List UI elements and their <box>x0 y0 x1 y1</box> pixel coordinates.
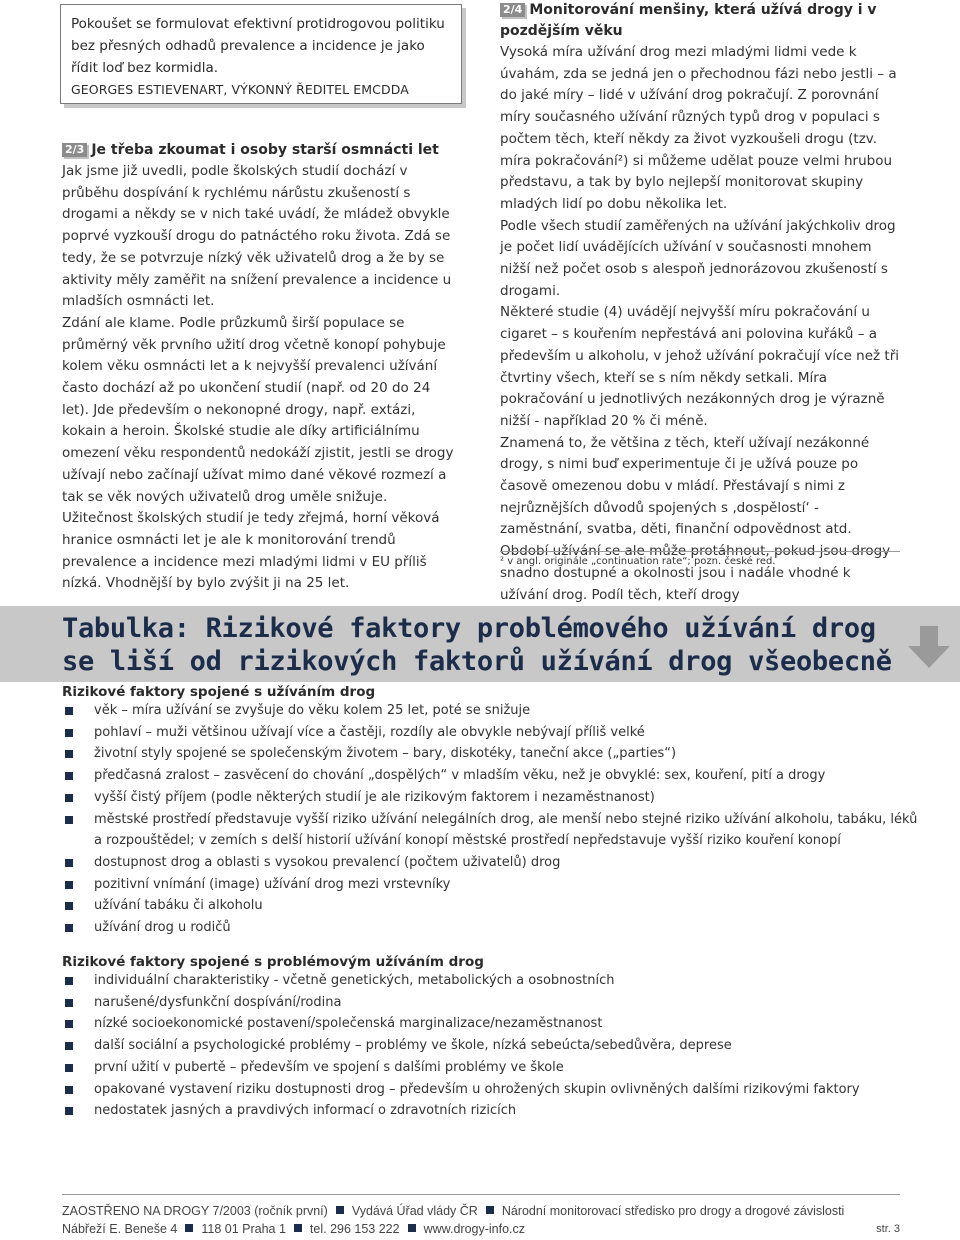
list-item: předčasná zralost – zasvěcení do chování „dospělých“ v mladším věku, než je obvyklé: sex, kouření, pití a drogy <box>62 765 922 787</box>
bullet-square-icon <box>65 902 73 910</box>
list-item: užívání drog u rodičů <box>62 917 922 939</box>
paragraph: Užitečnost školských studií je tedy zřejmá, horní věková hranice osmnácti let je ale k monitorování trendů prevalence a incidence mezi mladými lidmi v EU příliš nízká. Vhodnější by bylo zvýšit ji na 25 let. <box>62 510 440 592</box>
bullet-square-icon <box>65 1042 73 1050</box>
list-item: individuální charakteristiky - včetně genetických, metabolických a osobnostních <box>62 970 922 992</box>
list-item: užívání tabáku či alkoholu <box>62 895 922 917</box>
left-column <box>62 140 458 595</box>
list-item: narušené/dysfunkční dospívání/rodina <box>62 992 922 1014</box>
paragraph: Zdání ale klame. Podle průzkumů širší populace se průměrný věk prvního užití drog včetně konopí pohybuje kolem věku osmnácti let a k nejvyšší prevalenci užívání často dochází až po ukončení studií (např. od 20 do 24 let). Jde především o nekonopné drogy, např. extázi, kokain a heroin. Školské studie ale díky artificiálnímu omezení věku respondentů nedokáží zjistit, jestli se drogy užívají nebo začínají užívat mimo dané věkové rozmezí a tak se věk nových uživatelů drog uměle snižuje. <box>62 314 454 505</box>
risk-group-heading: Rizikové faktory spojené s problémovým užíváním drog <box>62 954 484 970</box>
paragraph: Vysoká míra užívání drog mezi mladými lidmi vede k úvahám, zda se jedná jen o přechodnou fázi nebo jestli – a do jaké míry – lidé v užívání drog pokračují. Z porovnání míry současného užívání různých typů drog v populaci s počtem těch, kteří někdy za život vyzkoušeli drogu (tzv. míra pokračování²) si můžeme udělat pouze velmi hrubou představu, a tak by bylo nejlepší monitorovat skupiny mladých lidí po dobu několika let. <box>500 44 897 212</box>
list-item: životní styly spojené se společenským životem – bary, diskotéky, taneční akce („parties“) <box>62 743 922 765</box>
separator-square-icon <box>408 1224 416 1232</box>
bullet-square-icon <box>65 794 73 802</box>
paragraph: Jak jsme již uvedli, podle školských studií dochází v průběhu dospívání k rychlému nárůstu zkušeností s drogami a někdy se v nich také uvádí, že mládež obvykle poprvé vyzkouší drogu do patnáctého roku života. Zdá se tedy, že se potvrzuje nízký věk uživatelů drog a že by se aktivity měly zaměřit na snížení prevalence a incidence u mladších osmnácti let. <box>62 163 452 310</box>
bullet-square-icon <box>65 729 73 737</box>
risk-group-heading: Rizikové faktory spojené s užíváním drog <box>62 684 376 700</box>
section-heading-2-4 <box>500 0 900 42</box>
quote-attribution: GEORGES ESTIEVENART, VÝKONNÝ ŘEDITEL EMCDDA <box>71 82 409 97</box>
bullet-square-icon <box>65 816 73 824</box>
list-item: městské prostředí představuje vyšší riziko užívání nelegálních drog, ale menší nebo stejné riziko užívání alkoholu, tabáku, léků a rozpouštědel; v zemích s delší historií užívání konopí městské prostředí nepředstavuje vyšší riziko kouření konopí <box>62 809 922 852</box>
risk-factors-problematic <box>62 954 922 1122</box>
footer-line-2: Nábřeží E. Beneše 4 118 01 Praha 1 tel. 296 153 222 www.drogy-info.cz <box>62 1222 526 1236</box>
section-heading-2-3 <box>62 140 458 161</box>
footnote-divider <box>500 551 900 552</box>
separator-square-icon <box>294 1224 302 1232</box>
down-arrow-icon <box>906 626 952 670</box>
right-column <box>500 0 900 606</box>
bullet-square-icon <box>65 1086 73 1094</box>
list-item: vyšší čistý příjem (podle některých studií je ale rizikovým faktorem i nezaměstnanost) <box>62 787 922 809</box>
separator-square-icon <box>486 1206 494 1214</box>
paragraph: Některé studie (4) uvádějí nejvyšší míru pokračování u cigaret – s kouřením nepřestává ani polovina kuřáků – a především u alkoholu, v jehož užívání pokračují více než tři čtvrtiny všech, kteří se s ním někdy setkali. Míra pokračování u jednotlivých nezákonných drog je výrazně nižší - například 20 % či méně. <box>500 304 900 429</box>
footnote: ² v angl. originále „continuation rate“; pozn. české red. <box>500 556 776 567</box>
section-title: Monitorování menšiny, která užívá drogy i v pozdějším věku <box>500 2 877 39</box>
list-item: věk – míra užívání se zvyšuje do věku kolem 25 let, poté se snižuje <box>62 700 922 722</box>
risk-factors-general <box>62 684 922 939</box>
risk-list <box>62 700 922 939</box>
footer-divider <box>62 1194 900 1195</box>
paragraph: Znamená to, že většina z těch, kteří užívají nezákonné drogy, s nimi buď experimentuje či je užívá pouze po časově omezenou dobu v mládí. Přestávají s nimi z nejrůznějších důvodů spojených s ‚dospělostí‘ - zaměstnání, svatba, děti, finanční odpovědnost atd. Období užívání se ale může protáhnout, pokud jsou drogy snadno dostupné a okolnosti jsou i nadále vhodné k užívání drog. Podíl těch, kteří drogy <box>500 434 891 603</box>
section-title: Je třeba zkoumat i osoby starší osmnácti let <box>91 142 439 158</box>
page-footer <box>62 1202 900 1238</box>
bullet-square-icon <box>65 772 73 780</box>
bullet-square-icon <box>65 924 73 932</box>
section-badge: 2/3 <box>62 143 87 157</box>
list-item: nedostatek jasných a pravdivých informací o zdravotních rizicích <box>62 1100 922 1122</box>
bullet-square-icon <box>65 999 73 1007</box>
list-item: pohlaví – muži většinou užívají více a častěji, rozdíly ale obvykle nebývají příliš velké <box>62 722 922 744</box>
bullet-square-icon <box>65 1064 73 1072</box>
list-item: nízké socioekonomické postavení/společenská marginalizace/nezaměstnanost <box>62 1013 922 1035</box>
list-item: pozitivní vnímání (image) užívání drog mezi vrstevníky <box>62 874 922 896</box>
website-link[interactable]: www.drogy-info.cz <box>423 1222 526 1236</box>
bullet-square-icon <box>65 881 73 889</box>
bullet-square-icon <box>65 859 73 867</box>
risk-list <box>62 970 922 1122</box>
table-title: Tabulka: Rizikové faktory problémového užívání drog se liší od rizikových faktorů užívání drog všeobecně <box>62 613 892 677</box>
separator-square-icon <box>336 1206 344 1214</box>
quote-box <box>60 4 462 104</box>
footer-line-1: ZAOSTŘENO NA DROGY 7/2003 (ročník první) Vydává Úřad vlády ČR Národní monitorovací středisko pro drogy a drogové závislosti <box>62 1204 845 1218</box>
bullet-square-icon <box>65 707 73 715</box>
page-number: str. 3 <box>876 1223 900 1235</box>
bullet-square-icon <box>65 977 73 985</box>
separator-square-icon <box>185 1224 193 1232</box>
paragraph: Podle všech studií zaměřených na užívání jakýchkoliv drog je počet lidí uvádějících užívání v současnosti mnohem nižší než počet osob s alespoň jednorázovou zkušeností s drogami. <box>500 217 896 299</box>
list-item: opakované vystavení riziku dostupnosti drog – především u ohrožených skupin ovlivněných dalšími rizikovými faktory <box>62 1079 922 1101</box>
section-badge: 2/4 <box>500 3 525 17</box>
list-item: dostupnost drog a oblasti s vysokou prevalencí (počtem uživatelů) drog <box>62 852 922 874</box>
quote-text: Pokoušet se formulovat efektivní protidrogovou politiku bez přesných odhadů prevalence a incidence je jako řídit loď bez kormidla. <box>71 16 445 76</box>
bullet-square-icon <box>65 750 73 758</box>
bullet-square-icon <box>65 1107 73 1115</box>
list-item: další sociální a psychologické problémy – problémy ve škole, nízká sebeúcta/sebedůvěra, deprese <box>62 1035 922 1057</box>
bullet-square-icon <box>65 1020 73 1028</box>
list-item: první užití v pubertě – především ve spojení s dalšími problémy ve škole <box>62 1057 922 1079</box>
